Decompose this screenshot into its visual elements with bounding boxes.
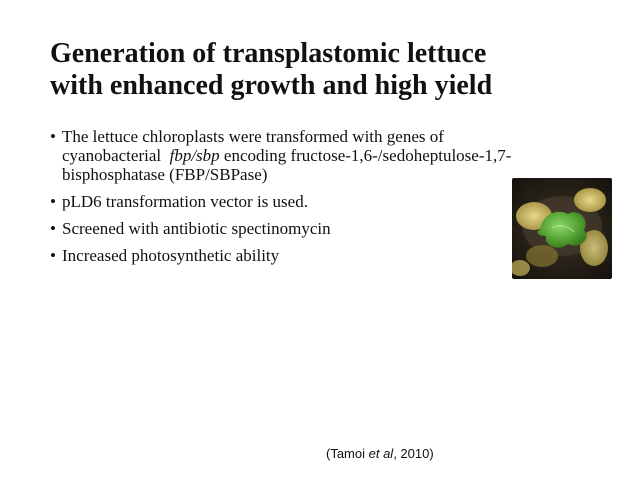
lettuce-photo — [512, 178, 612, 279]
title-line-1: Generation of transplastomic lettuce — [50, 38, 487, 69]
bullet-text: pLD6 transformation vector is used. — [62, 192, 308, 211]
bullet-item — [50, 127, 580, 184]
bullet-text: Increased photosynthetic ability — [62, 246, 280, 265]
citation-open: (Tamoi — [326, 446, 369, 461]
bullet-marker: • — [50, 192, 56, 211]
bullet-text: bisphosphatase (FBP/SBPase) — [62, 165, 268, 184]
lettuce-photo-image — [512, 178, 612, 279]
bullet-list — [50, 127, 580, 273]
bullet-item — [50, 192, 580, 211]
bullet-marker: • — [50, 219, 56, 238]
bullet-text: encoding fructose-1,6-/sedoheptulose-1,7- — [223, 146, 512, 165]
bullet-item — [50, 219, 580, 238]
title-line-2: with enhanced growth and high yield — [50, 70, 493, 101]
bullet-text: cyanobacterial — [62, 146, 162, 165]
bullet-text: Screened with antibiotic spectinomycin — [62, 219, 331, 238]
citation-etal: et al — [368, 446, 394, 461]
citation — [326, 446, 434, 461]
bullet-marker: • — [50, 246, 56, 265]
gene-name: fbp/sbp — [169, 146, 220, 165]
bullet-item — [50, 246, 580, 265]
citation-close: , 2010) — [393, 446, 434, 461]
bullet-text: The lettuce chloroplasts were transformed with genes of — [62, 127, 444, 146]
slide-title — [50, 38, 610, 102]
bullet-marker: • — [50, 127, 56, 146]
